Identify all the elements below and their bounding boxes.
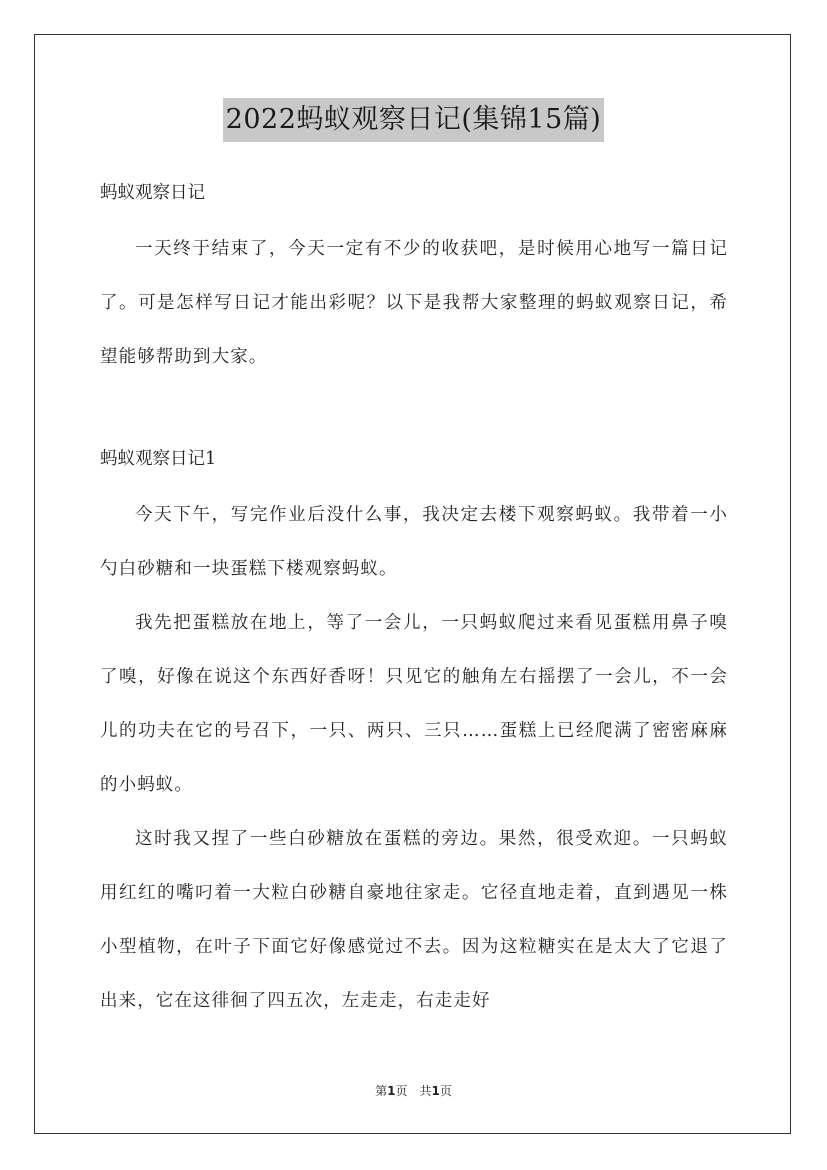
document-title: 2022蚂蚁观察日记(集锦15篇): [223, 98, 605, 142]
footer-mid: 页 共: [395, 1084, 432, 1098]
footer-suffix: 页: [439, 1084, 452, 1098]
title-container: [0, 98, 827, 142]
body-paragraph: 这时我又捏了一些白砂糖放在蛋糕的旁边。果然，很受欢迎。一只蚂蚁用红红的嘴叼着一大粒白砂糖自豪地往家走。它径直地走着，直到遇见一株小型植物，在叶子下面它好像感觉过不去。因为这粒糖实在是太大了它退了出来，它在这徘徊了四五次，左走走，右走走好: [100, 829, 728, 1011]
intro-heading: 蚂蚁观察日记: [100, 183, 205, 203]
page-footer: [0, 1082, 827, 1099]
section-heading: 蚂蚁观察日记1: [100, 449, 217, 469]
footer-total-pages: 1: [431, 1084, 440, 1098]
body-paragraph: 今天下午，写完作业后没什么事，我决定去楼下观察蚂蚁。我带着一小勺白砂糖和一块蛋糕下楼观察蚂蚁。: [100, 505, 728, 579]
body-paragraph: 我先把蛋糕放在地上，等了一会儿，一只蚂蚁爬过来看见蛋糕用鼻子嗅了嗅，好像在说这个东西好香呀！只见它的触角左右摇摆了一会儿，不一会儿的功夫在它的号召下，一只、两只、三只……蛋糕上已经爬满了密密麻麻的小蚂蚁。: [100, 613, 728, 795]
document-body: [100, 170, 728, 1028]
footer-current-page: 1: [387, 1084, 396, 1098]
intro-paragraph: 一天终于结束了，今天一定有不少的收获吧，是时候用心地写一篇日记了。可是怎样写日记才能出彩呢？以下是我帮大家整理的蚂蚁观察日记，希望能够帮助到大家。: [100, 239, 728, 367]
footer-prefix: 第: [375, 1084, 388, 1098]
